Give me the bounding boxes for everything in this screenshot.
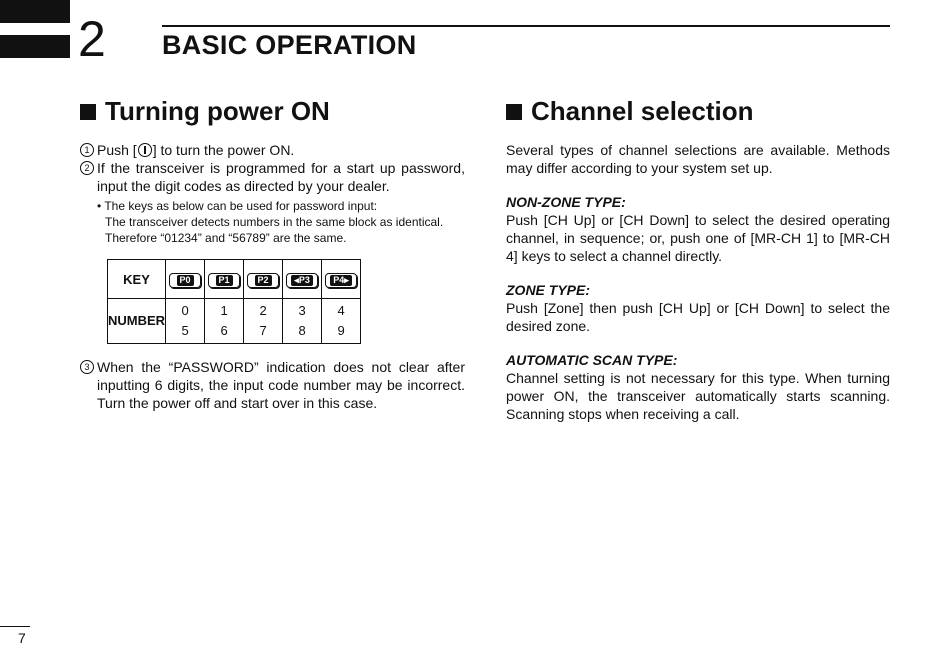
right-column bbox=[506, 96, 890, 439]
power-icon bbox=[138, 143, 152, 157]
p3-key-icon: ◂P3 bbox=[286, 273, 318, 288]
section-heading-power-on bbox=[80, 96, 465, 127]
section-heading-text: Turning power ON bbox=[105, 96, 330, 126]
autoscan-paragraph: Channel setting is not necessary for this type. When turning power ON, the transceiver automatically starts scanning. Scanning stops when receiving a call. bbox=[506, 370, 890, 422]
number-cell: 2 7 bbox=[244, 299, 283, 344]
page-number-rule bbox=[0, 626, 30, 627]
autoscan-heading: AUTOMATIC SCAN TYPE: bbox=[506, 352, 678, 368]
intro-paragraph: Several types of channel selections are available. Methods may differ according to your system set up. bbox=[506, 142, 890, 176]
step-3 bbox=[80, 358, 465, 412]
zone-heading: ZONE TYPE: bbox=[506, 282, 591, 298]
section-heading-channel-selection bbox=[506, 96, 890, 127]
number-row bbox=[108, 299, 361, 344]
step-1-text-before: Push [ bbox=[97, 142, 137, 158]
number-cell: 3 8 bbox=[283, 299, 322, 344]
note-line-2: The transceiver detects numbers in the same block as identical. bbox=[105, 215, 444, 229]
chapter-rule bbox=[162, 25, 890, 27]
chapter-tab-bar-bottom bbox=[0, 35, 70, 58]
number-header: NUMBER bbox=[108, 299, 166, 344]
chapter-number: 2 bbox=[78, 11, 106, 67]
step-2-text: If the transceiver is programmed for a start up password, input the digit codes as directed by your dealer. bbox=[97, 160, 465, 194]
p4-key-icon: P4▸ bbox=[325, 273, 357, 288]
password-note bbox=[97, 198, 465, 246]
key-row bbox=[108, 260, 361, 299]
square-bullet-icon bbox=[80, 104, 96, 120]
nonzone-paragraph: Push [CH Up] or [CH Down] to select the desired operating channel, in sequence; or, push one of [MR-CH 1] to [MR-CH 4] keys to select a channel directly. bbox=[506, 212, 890, 264]
left-column bbox=[80, 96, 465, 412]
chapter-tab-bar-top bbox=[0, 0, 70, 23]
step-number-1: 1 bbox=[80, 143, 94, 157]
note-line-3: Therefore “01234” and “56789” are the same. bbox=[105, 231, 347, 245]
step-number-3: 3 bbox=[80, 360, 94, 374]
p0-key-icon: P0 bbox=[169, 273, 201, 288]
number-cell: 4 9 bbox=[322, 299, 361, 344]
step-1-text-after: ] to turn the power ON. bbox=[152, 142, 295, 158]
p1-key-icon: P1 bbox=[208, 273, 240, 288]
section-heading-text: Channel selection bbox=[531, 96, 754, 126]
note-line-1: • The keys as below can be used for password input: bbox=[97, 199, 378, 213]
step-number-2: 2 bbox=[80, 161, 94, 175]
chapter-title: BASIC OPERATION bbox=[162, 30, 417, 60]
page-number: 7 bbox=[18, 630, 26, 646]
p2-key-icon: P2 bbox=[247, 273, 279, 288]
zone-paragraph: Push [Zone] then push [CH Up] or [CH Down] to select the desired zone. bbox=[506, 300, 890, 334]
square-bullet-icon bbox=[506, 104, 522, 120]
key-header: KEY bbox=[108, 260, 166, 299]
password-key-table bbox=[107, 259, 361, 344]
step-2 bbox=[80, 159, 465, 195]
step-3-text: When the “PASSWORD” indication does not clear after inputting 6 digits, the input code number may be incorrect. Turn the power off and start over in this case. bbox=[97, 359, 465, 411]
number-cell: 0 5 bbox=[166, 299, 205, 344]
nonzone-heading: NON-ZONE TYPE: bbox=[506, 194, 626, 210]
step-1 bbox=[80, 141, 465, 159]
number-cell: 1 6 bbox=[205, 299, 244, 344]
